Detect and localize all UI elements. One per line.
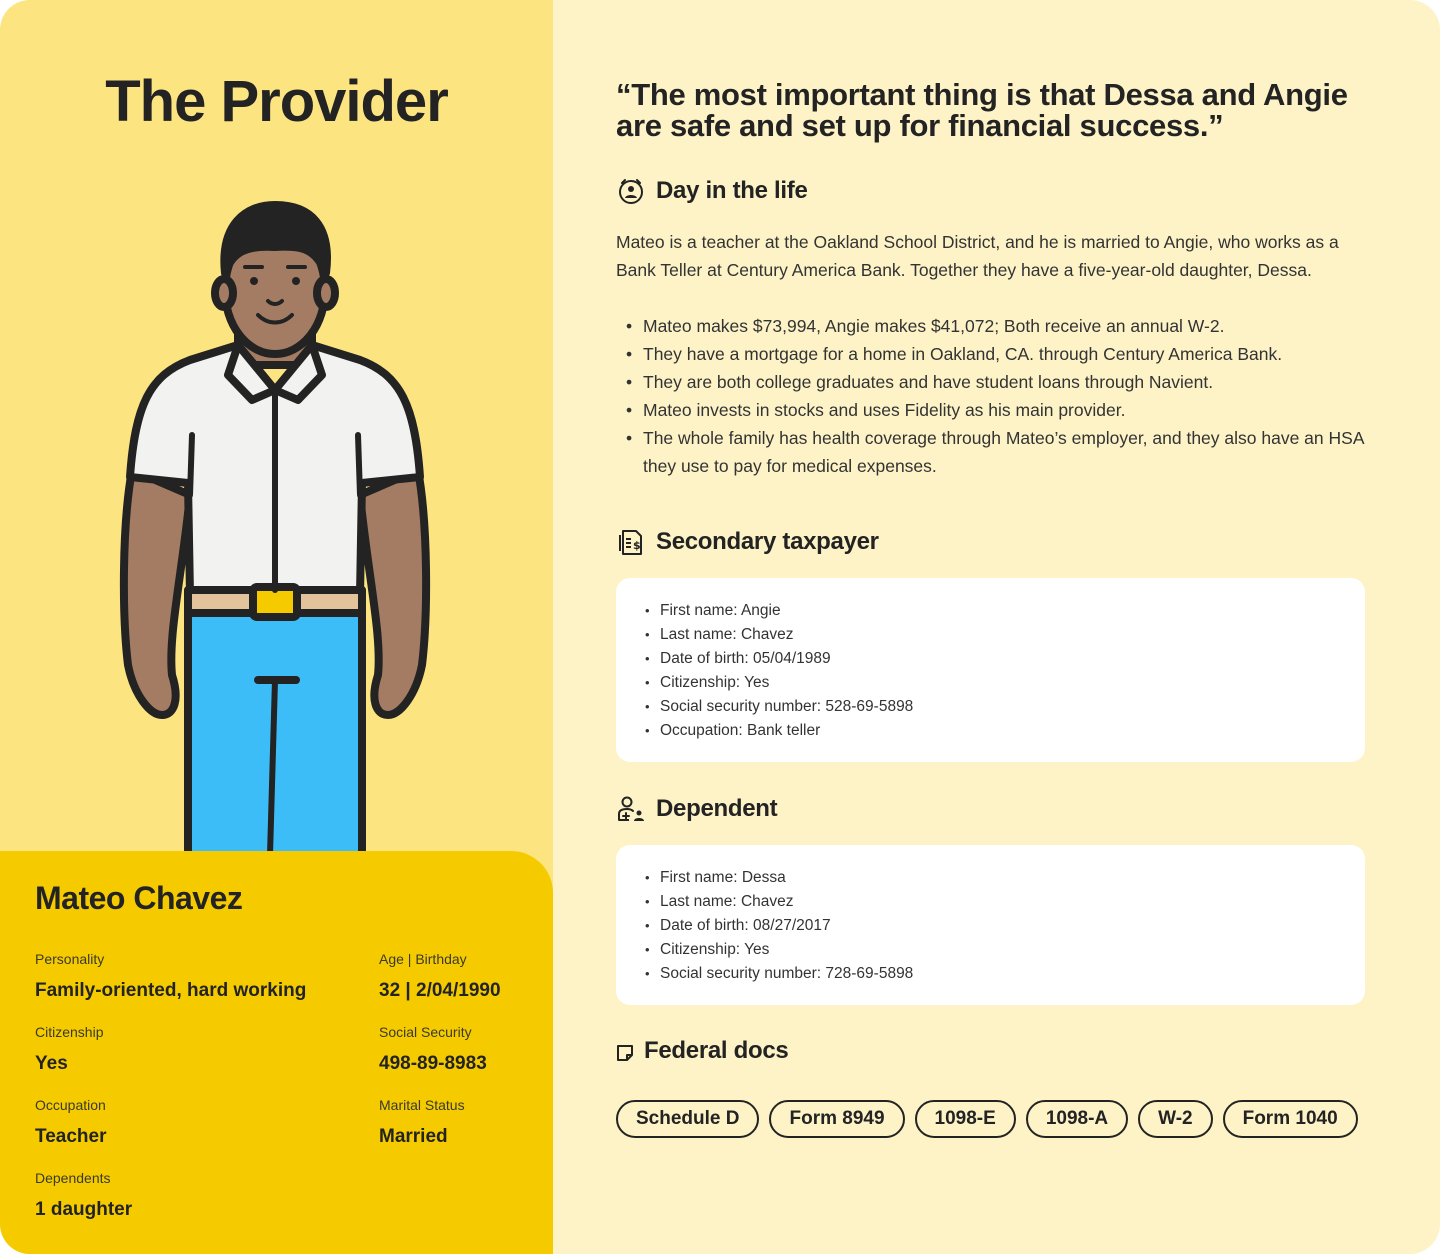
- add-dependent-icon: [616, 794, 646, 824]
- dependent-box: [616, 845, 1365, 1005]
- list-item: • First name: Angie: [645, 599, 913, 623]
- secondary-taxpayer-heading: [616, 527, 879, 557]
- occupation-value: Teacher: [35, 1126, 107, 1147]
- list-item: • Last name: Chavez: [645, 890, 913, 914]
- personality-value: Family-oriented, hard working: [35, 980, 307, 1001]
- occupation-label: Occupation: [35, 1097, 106, 1113]
- persona-name: Mateo Chavez: [35, 880, 243, 916]
- federal-docs-title: Federal docs: [644, 1037, 789, 1064]
- list-item: • First name: Dessa: [645, 866, 913, 890]
- document-icon: [616, 1036, 634, 1066]
- list-item: • Social security number: 528-69-5898: [645, 695, 913, 719]
- dependent-list: [645, 866, 913, 986]
- list-item: • Date of birth: 05/04/1989: [645, 647, 913, 671]
- day-in-life-intro: Mateo is a teacher at the Oakland School District, and he is married to Angie, who works as a Bank Teller at Century America Bank. Together they have a five-year-old daughter, Dessa.: [616, 232, 1339, 280]
- day-in-life-heading: [616, 176, 808, 206]
- persona-illustration: [110, 195, 440, 855]
- federal-docs-heading: [616, 1036, 788, 1066]
- list-item: • Last name: Chavez: [645, 623, 913, 647]
- age-birthday-value: 32 | 2/04/1990: [379, 980, 501, 1001]
- svg-text:$: $: [633, 539, 641, 552]
- day-in-life-title: Day in the life: [656, 177, 808, 204]
- citizenship-value: Yes: [35, 1053, 68, 1074]
- list-item: • Mateo makes $73,994, Angie makes $41,072; Both receive an annual W-2.: [616, 312, 1366, 340]
- age-birthday-label: Age | Birthday: [379, 951, 467, 967]
- doc-pill-w-2[interactable]: W-2: [1138, 1100, 1212, 1138]
- list-item: • Citizenship: Yes: [645, 938, 913, 962]
- secondary-taxpayer-list: [645, 599, 913, 743]
- list-item: • Social security number: 728-69-5898: [645, 962, 913, 986]
- doc-pill-schedule-d[interactable]: Schedule D: [616, 1100, 759, 1138]
- list-item: • Citizenship: Yes: [645, 671, 913, 695]
- dependents-value: 1 daughter: [35, 1199, 133, 1220]
- list-item: • The whole family has health coverage through Mateo’s employer, and they also have an HSA they use to pay for medical expenses.: [616, 424, 1366, 480]
- doc-pill-1098-a[interactable]: 1098-A: [1026, 1100, 1128, 1138]
- clock-person-icon: [616, 176, 646, 206]
- doc-pill-form-8949[interactable]: Form 8949: [769, 1100, 904, 1138]
- tax-document-icon: [616, 527, 646, 557]
- federal-docs-list: [616, 1100, 1358, 1138]
- citizenship-label: Citizenship: [35, 1024, 104, 1040]
- marital-status-label: Marital Status: [379, 1097, 465, 1113]
- list-item: • They have a mortgage for a home in Oakland, CA. through Century America Bank.: [616, 340, 1366, 368]
- social-security-value: 498-89-8983: [379, 1053, 487, 1074]
- persona-quote: “The most important thing is that Dessa and Angie are safe and set up for financial success.”: [616, 77, 1348, 143]
- dependents-label: Dependents: [35, 1170, 111, 1186]
- secondary-taxpayer-box: [616, 578, 1365, 762]
- social-security-label: Social Security: [379, 1024, 472, 1040]
- list-item: • Mateo invests in stocks and uses Fidelity as his main provider.: [616, 396, 1366, 424]
- dependent-title: Dependent: [656, 795, 778, 822]
- persona-title: The Provider: [105, 69, 448, 134]
- marital-status-value: Married: [379, 1126, 448, 1147]
- dependent-heading: [616, 794, 777, 824]
- doc-pill-form-1040[interactable]: Form 1040: [1223, 1100, 1358, 1138]
- day-in-life-list: [616, 312, 1366, 480]
- list-item: • They are both college graduates and have student loans through Navient.: [616, 368, 1366, 396]
- secondary-taxpayer-title: Secondary taxpayer: [656, 528, 879, 555]
- list-item: • Occupation: Bank teller: [645, 719, 913, 743]
- list-item: • Date of birth: 08/27/2017: [645, 914, 913, 938]
- doc-pill-1098-e[interactable]: 1098-E: [915, 1100, 1016, 1138]
- personality-label: Personality: [35, 951, 105, 967]
